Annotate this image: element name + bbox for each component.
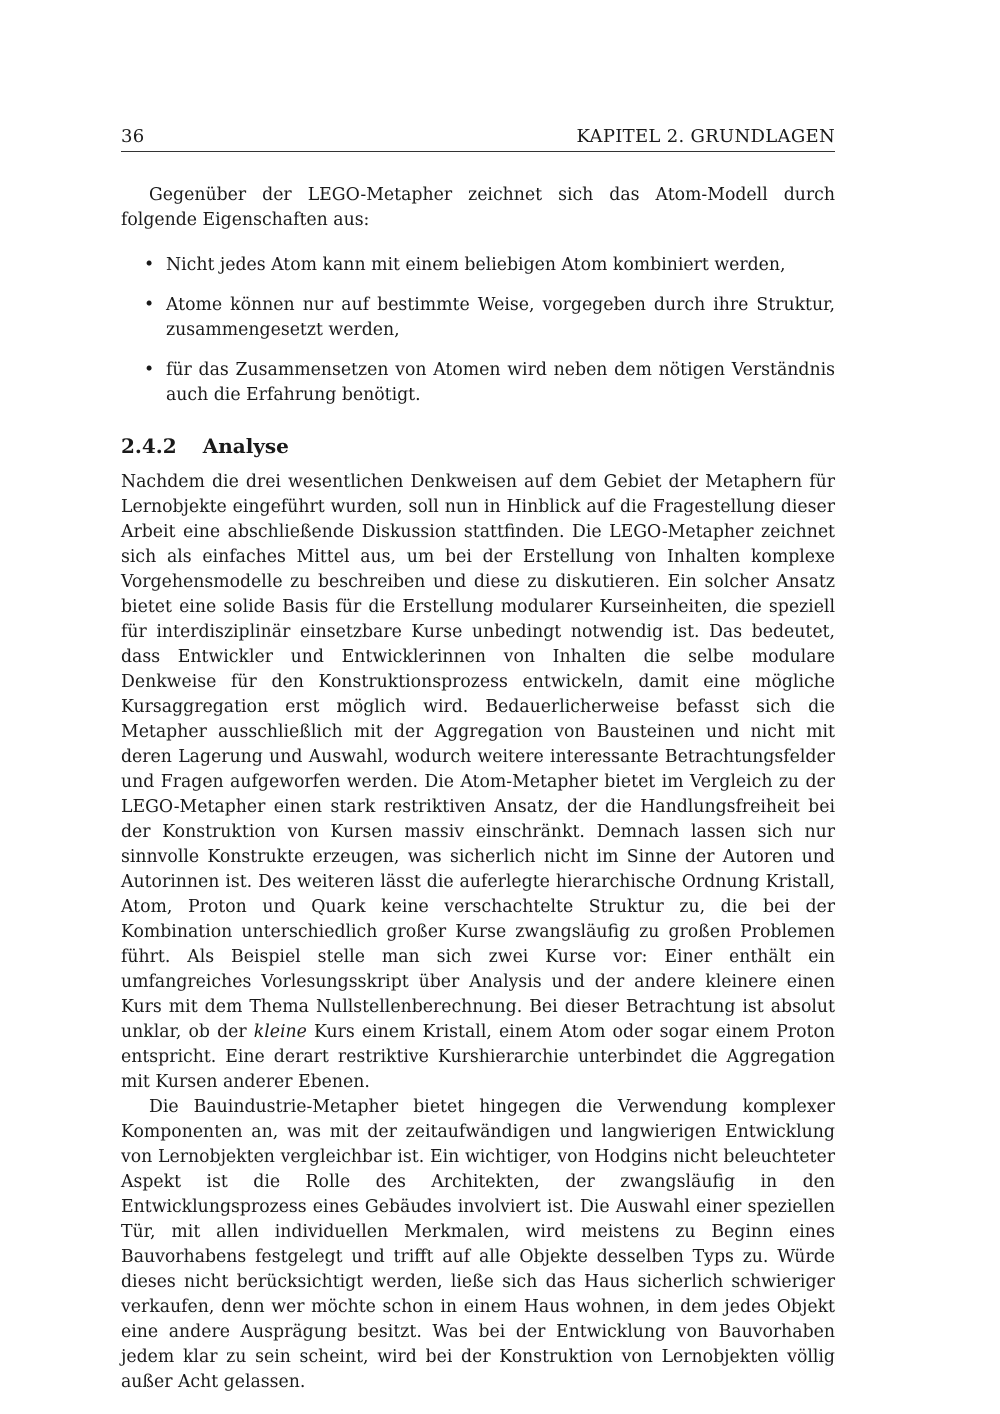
chapter-title: KAPITEL 2. GRUNDLAGEN — [576, 126, 835, 147]
section-title: Analyse — [202, 434, 289, 458]
list-item — [121, 358, 835, 408]
analysis-paragraph-2: Die Bauindustrie-Metapher bietet hingegen die Verwendung komplexer Komponenten an, was mit der zeitaufwändigen und langwierigen Entwicklung von Lernobjekten vergleichbar ist. Ein wichtiger, von Hodgins nicht beleuchteter Aspekt ist die Rolle des Architekten, der zwangsläufig in den Entwicklungsprozess eines Gebäudes involviert ist. Die Auswahl einer speziellen Tür, mit allen individuellen Merkmalen, wird meistens zu Beginn eines Bauvorhabens festgelegt und trifft auf alle Objekte desselben Typs zu. Würde dieses nicht berücksichtigt werden, ließe sich das Haus sicherlich schwieriger verkaufen, denn wer möchte schon in einem Haus wohnen, in dem jedes Objekt eine andere Ausprägung besitzt. Was bei der Entwicklung von Bauvorhaben jedem klar zu sein scheint, wird bei der Konstruktion von Lernobjekten völlig außer Acht gelassen. — [121, 1097, 835, 1392]
list-item — [121, 293, 835, 343]
list-item — [121, 253, 835, 278]
paragraph-text: Nachdem die drei wesentlichen Denkweisen auf dem Gebiet der Metaphern für Lernobjekte eingeführt wurden, soll nun in Hinblick auf die Fragestellung dieser Arbeit eine abschließende Diskussion stattfinden. Die LEGO-Metapher zeichnet sich als einfaches Mittel aus, um bei der Erstellung von Inhalten komplexe Vorgehensmodelle zu beschreiben und diese zu diskutieren. Ein solcher Ansatz bietet eine solide Basis für die Erstellung modularer Kurseinheiten, die speziell für interdisziplinär einsetzbare Kurse unbedingt notwendig ist. Das bedeutet, dass Entwickler und Entwicklerinnen von Inhalten die selbe modulare Denkweise für den Konstruktionsprozess entwickeln, damit eine mögliche Kursaggregation erst möglich wird. Bedauerlicherweise befasst sich die Metapher ausschließlich mit der Aggregation von Bausteinen und nicht mit deren Lagerung und Auswahl, wodurch weitere interessante Betrachtungsfelder und Fragen aufgeworfen werden. Die Atom-Metapher bietet im Vergleich zu der LEGO-Metapher einen stark restriktiven Ansatz, der die Handlungsfreiheit bei der Konstruktion von Kursen massiv einschränkt. Demnach lassen sich nur sinnvolle Konstrukte erzeugen, was sicherlich nicht im Sinne der Autoren und Autorinnen ist. Des weiteren lässt die auferlegte hierarchische Ordnung Kristall, Atom, Proton und Quark keine verschachtelte Struktur zu, die bei der Kombination unterschiedlich großer Kurse zwangsläufig zu großen Problemen führt. Als Beispiel stelle man sich zwei Kurse vor: Einer enthält ein umfangreiches Vorlesungsskript über Analysis und der andere kleinere einen Kurs mit dem Thema Nullstellenberechnung. Bei dieser Betrachtung ist absolut unklar, ob der — [121, 472, 835, 1042]
paragraph-text: Kurs einem Kristall, einem Atom oder sogar einem Proton entspricht. Eine derart restriktive Kurshierarchie unterbindet die Aggregation mit Kursen anderer Ebenen. — [121, 1022, 835, 1092]
header-rule — [121, 151, 835, 152]
bullet-icon: • — [144, 255, 155, 275]
running-header — [121, 126, 835, 147]
list-item-text: für das Zusammensetzen von Atomen wird neben dem nötigen Verständnis auch die Erfahrung benötigt. — [166, 360, 835, 405]
bullet-list — [121, 253, 835, 408]
page-number: 36 — [121, 126, 145, 147]
intro-paragraph: Gegenüber der LEGO-Metapher zeichnet sich das Atom-Modell durch folgende Eigenschaften aus: — [121, 185, 835, 230]
section-number: 2.4.2 — [121, 434, 177, 458]
list-item-text: Atome können nur auf bestimmte Weise, vorgegeben durch ihre Struktur, zusammengesetzt werden, — [166, 295, 835, 340]
section-heading — [121, 434, 835, 459]
list-item-text: Nicht jedes Atom kann mit einem beliebigen Atom kombiniert werden, — [166, 255, 786, 275]
bullet-icon: • — [144, 295, 155, 315]
analysis-paragraph-1 — [121, 470, 835, 1095]
emphasized-word: kleine — [253, 1022, 307, 1042]
bullet-icon: • — [144, 360, 155, 380]
body-text — [121, 183, 835, 1395]
